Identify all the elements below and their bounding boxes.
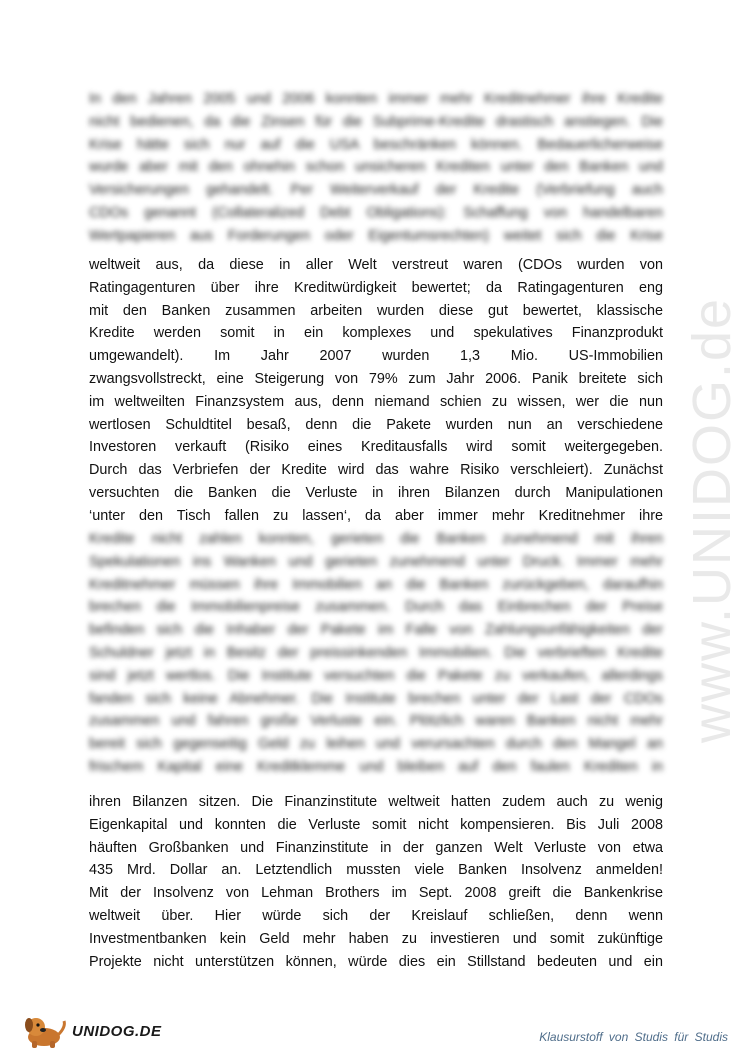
text-line: Versicherungen gehandelt. Per Weiterverkauf der Kredite (Verbriefung auch: [89, 182, 663, 199]
text-line: sind jetzt wertlos. Die Institute versuchten die Pakete zu verkaufen, allerdings: [89, 667, 663, 684]
text-line: im weltweilten Finanzsystem aus, denn niemand schien zu wissen, wer die nun: [89, 393, 663, 410]
blurred-paragraph-middle: [89, 528, 663, 779]
text-line: Wertpapieren aus Forderungen oder Eigentumsrechten) weitet sich die Krise: [89, 227, 663, 244]
text-line: zusammen und fahren große Verluste ein. Plötzlich waren Banken nicht mehr: [89, 713, 663, 730]
text-line: häuften Großbanken und Finanzinstitute in der ganzen Welt Verluste von etwa: [89, 839, 663, 856]
text-line: weltweit aus, da diese in aller Welt verstreut waren (CDOs wurden von: [89, 257, 663, 273]
watermark: [682, 260, 742, 780]
watermark-text: www.UNIDOG.de: [682, 296, 742, 744]
text-line: Kreditnehmer müssen ihre Immobilien an die Banken zurückgeben, daraufhin: [89, 576, 663, 593]
logo-text: UNIDOG.DE: [72, 1023, 162, 1040]
text-line: zwangsvollstreckt, eine Steigerung von 79% zum Jahr 2006. Panik breitete sich: [89, 370, 663, 387]
text-line: In den Jahren 2005 und 2006 konnten immer mehr Kreditnehmer ihre Kredite: [89, 91, 663, 107]
text-line: weltweit über. Hier würde sich der Kreislauf schließen, denn wenn: [89, 907, 663, 924]
text-line: ihren Bilanzen sitzen. Die Finanzinstitute weltweit hatten zudem auch zu wenig: [89, 794, 663, 810]
text-line: Spekulationen ins Wanken und gerieten zunehmend unter Druck. Immer mehr: [89, 553, 663, 570]
text-line: Kredite werden somit in ein komplexes und spekulatives Finanzprodukt: [89, 325, 663, 342]
text-line: Investoren verkauft (Risiko eines Kreditausfalls wird somit weitergegeben.: [89, 439, 663, 456]
text-line: bereit sich gegenseitig Geld zu leihen und verursachten durch den Mangel an: [89, 736, 663, 753]
clear-paragraph-1: [89, 254, 663, 528]
text-line: Krise hätte sich nur auf die USA beschränken können. Bedauerlicherweise: [89, 136, 663, 153]
text-line: brechen die Immobilienpreise zusammen. Durch das Einbrechen der Preise: [89, 599, 663, 616]
dog-logo-icon: [22, 1013, 70, 1049]
text-line: Schuldner jetzt in Besitz der preissinkenden Immobilien. Die verbrieften Kredite: [89, 644, 663, 661]
text-line: Mit der Insolvenz von Lehman Brothers im Sept. 2008 greift die Bankenkrise: [89, 885, 663, 902]
text-line: nicht bedienen, da die Zinsen für die Subprime-Kredite drastisch anstiegen. Die: [89, 113, 663, 130]
text-line: wurde aber mit den ohnehin schon unsicheren Krediten unter den Banken und: [89, 159, 663, 176]
clear-paragraph-2: [89, 791, 663, 973]
text-line: Ratingagenturen über ihre Kreditwürdigkeit bewertet; da Ratingagenturen eng: [89, 279, 663, 296]
text-line: versuchten die Banken die Verluste in ihren Bilanzen durch Manipulationen: [89, 484, 663, 501]
text-line: umgewandelt). Im Jahr 2007 wurden 1,3 Mio. US-Immobilien: [89, 348, 663, 365]
text-line: Investmentbanken kein Geld mehr haben zu investieren und somit zukünftige: [89, 930, 663, 947]
text-line: 435 Mrd. Dollar an. Letztendlich mussten viele Banken Insolvenz anmelden!: [89, 862, 663, 879]
footer-logo: [22, 1013, 182, 1049]
text-line: Durch das Verbriefen der Kredite wird das wahre Risiko verschleiert). Zunächst: [89, 462, 663, 479]
footer-tagline: Klausurstoff von Studis für Studis: [539, 1030, 728, 1044]
text-line: befinden sich die Inhaber der Pakete im Falle von Zahlungsunfähigkeiten der: [89, 622, 663, 639]
text-line: mit den Banken zusammen arbeiten wurden diese gut bewertet, klassische: [89, 302, 663, 319]
text-line: fanden sich keine Abnehmer. Die Institute brechen unter der Last der CDOs: [89, 690, 663, 707]
text-line: ‘unter den Tisch fallen zu lassen‘, da aber immer mehr Kreditnehmer ihre: [89, 507, 663, 524]
text-line: frischem Kapital eine Kreditklemme und bleiben auf den faulen Krediten in: [89, 758, 663, 775]
text-line: Eigenkapital und konnten die Verluste somit nicht kompensieren. Bis Juli 2008: [89, 816, 663, 833]
text-line: Kredite nicht zahlen konnten, gerieten die Banken zunehmend mit ihren: [89, 531, 663, 547]
text-line: CDOs genannt (Collateralized Debt Obligations): Schaffung von handelbaren: [89, 204, 663, 221]
text-line: Projekte nicht unterstützen können, würde dies ein Stillstand bedeuten und ein: [89, 953, 663, 970]
blurred-paragraph-top: [89, 88, 663, 248]
text-line: wertlosen Schuldtitel besaß, denn die Pakete wurden nun an verschiedene: [89, 416, 663, 433]
